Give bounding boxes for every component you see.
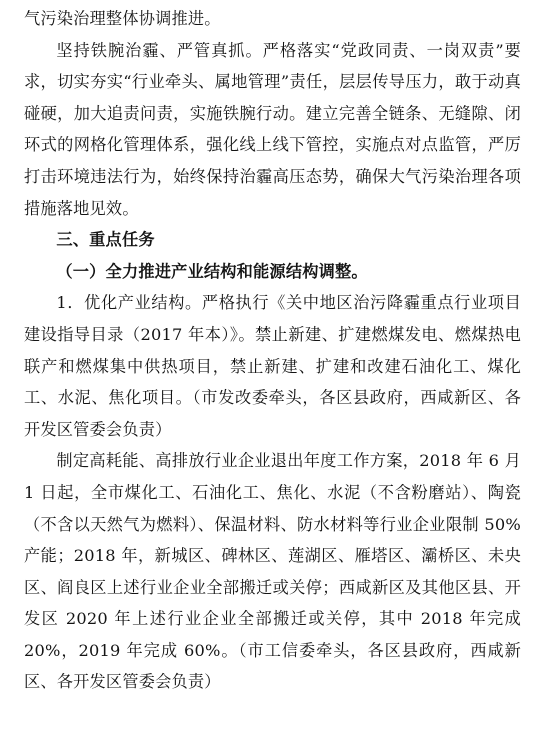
subsection-heading-structure-adjustment: （一）全力推进产业结构和能源结构调整。 <box>56 261 368 281</box>
paragraph-exit-plan: 制定高耗能、高排放行业企业退出年度工作方案，2018 年 6 月 1 日起，全市煤化工、石油化工、焦化、水泥（不含粉磨站）、陶瓷（不含以天然气为燃料）、保温材料、防水材料等行业企业限制 50%产能；2018 年，新城区、碑林区、莲湖区、雁塔区、灞桥区、未央区、阎良区上述行业企业全部搬迁或关停；西咸新区及其他区县、开发区 2020 年上述行业企业全部搬迁或关停，其中 2018 年完成 20%，2019 年完成 60%。（市工信委牵头，各区县政府，西咸新区、各开发区管委会负责） <box>24 451 521 692</box>
paragraph-optimize-industry: 1．优化产业结构。严格执行《关中地区治污降霾重点行业项目建设指导目录（2017 年本）》。禁止新建、扩建燃煤发电、燃煤热电联产和燃煤集中供热项目，禁止新建、扩建和改建石油化工、煤化工、水泥、焦化项目。（市发改委牵头，各区县政府，西咸新区、各开发区管委会负责） <box>24 293 521 439</box>
paragraph-strict-management: 坚持铁腕治霾、严管真抓。严格落实“党政同责、一岗双责”要求，切实夯实“行业牵头、属地管理”责任，层层传导压力，敢于动真碰硬，加大追责问责，实施铁腕行动。建立完善全链条、无缝隙、闭环式的网格化管理体系，强化线上线下管控，实施点对点监管，严厉打击环境违法行为，始终保持治霾高压态势，确保大气污染治理各项措施落地见效。 <box>24 40 521 218</box>
section-heading-key-tasks: 三、重点任务 <box>56 230 155 250</box>
paragraph-continuation: 气污染治理整体协调推进。 <box>24 9 221 28</box>
